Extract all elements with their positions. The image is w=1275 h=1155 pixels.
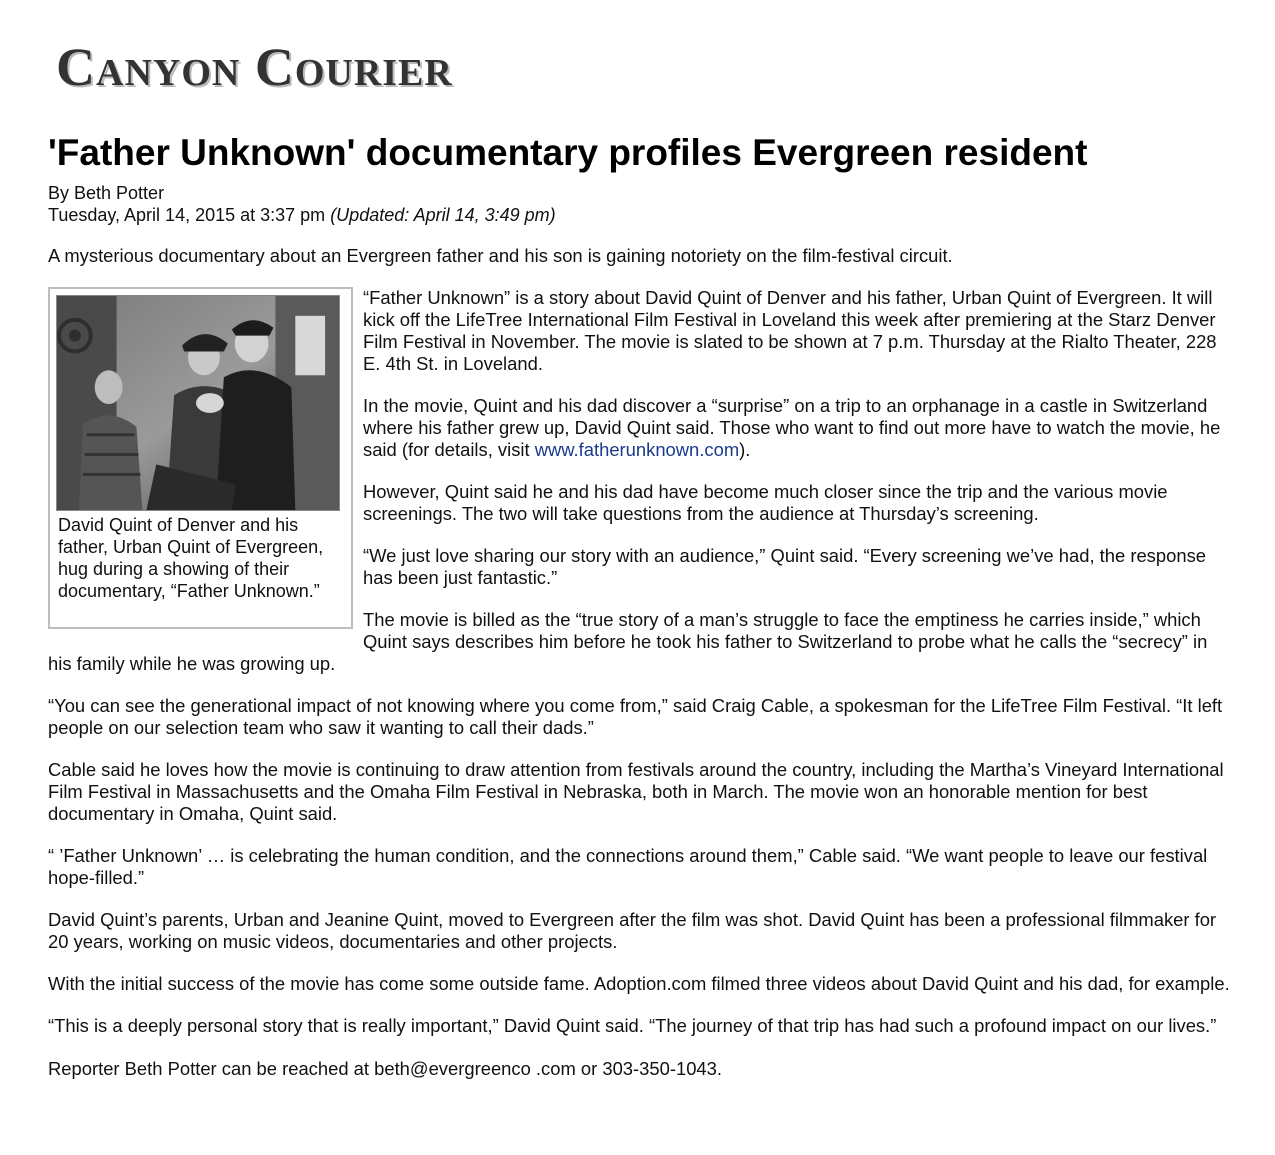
headline: 'Father Unknown' documentary profiles Evergreen resident [48, 132, 1088, 173]
paragraph-text: ). [739, 438, 751, 460]
byline: By Beth Potter [48, 183, 165, 203]
dateline [48, 204, 556, 226]
article-body [48, 245, 1233, 1100]
paragraph: The movie is billed as the “true story of a man’s struggle to face the emptiness he carries inside,” which Quint says describes him before he took his father to Switzerland to probe what he calls the “secrecy” in his family while he was growing up. [48, 609, 1208, 674]
paragraph: “This is a deeply personal story that is really important,” David Quint said. “The journey of that trip has had such a profound impact on our lives.” [48, 1015, 1217, 1037]
website-link[interactable]: www.fatherunknown.com [534, 438, 740, 460]
photo-figure [48, 287, 353, 629]
paragraph: “ ’Father Unknown’ … is celebrating the human condition, and the connections around them,” Cable said. “We want people to leave our festival hope-filled.” [48, 844, 1208, 888]
photo-caption: David Quint of Denver and his father, Urban Quint of Evergreen, hug during a showing of their documentary, “Father Unknown.” [58, 515, 324, 602]
photo-image[interactable] [56, 295, 340, 511]
masthead-logo: Canyon Courier [56, 37, 453, 97]
updated-date: (Updated: April 14, 3:49 pm) [330, 205, 556, 225]
paragraph: However, Quint said he and his dad have become much closer since the trip and the various movie screenings. The two will take questions from the audience at Thursday’s screening. [363, 480, 1168, 524]
paragraph: “You can see the generational impact of not knowing where you come from,” said Craig Cable, a spokesman for the LifeTree Film Festival. “It left people on our selection team who saw it wanting to call their dads.” [48, 694, 1223, 738]
lede-paragraph: A mysterious documentary about an Evergreen father and his son is gaining notoriety on the film-festival circuit. [48, 245, 953, 266]
contact-paragraph: Reporter Beth Potter can be reached at beth@evergreenco .com or 303-350-1043. [48, 1057, 722, 1079]
paragraph: “Father Unknown” is a story about David Quint of Denver and his father, Urban Quint of Evergreen. It will kick off the LifeTree International Film Festival in Loveland this week after premiering at the Starz Denver Film Festival in November. The movie is slated to be shown at 7 p.m. Thursday at the Rialto Theater, 228 E. 4th St. in Loveland. [363, 287, 1217, 374]
published-date: Tuesday, April 14, 2015 at 3:37 pm [48, 205, 326, 225]
paragraph: “We just love sharing our story with an audience,” Quint said. “Every screening we’ve had, the response has been just fantastic.” [363, 544, 1206, 588]
paragraph-text: In the movie, Quint and his dad discover a “surprise” on a trip to an orphanage in a castle in Switzerland where his father grew up, David Quint said. Those who want to find out more have to watch the movie, he said (for details, visit [363, 394, 1221, 460]
paragraph: David Quint’s parents, Urban and Jeanine Quint, moved to Evergreen after the film was shot. David Quint has been a professional filmmaker for 20 years, working on music videos, documentaries and other projects. [48, 909, 1217, 952]
paragraph: Cable said he loves how the movie is continuing to draw attention from festivals around the country, including the Martha’s Vineyard International Film Festival in Massachusetts and the Omaha Film Festival in Nebraska, both in March. The movie won an honorable mention for best documentary in Omaha, Quint said. [48, 759, 1224, 824]
paragraph: With the initial success of the movie has come some outside fame. Adoption.com filmed three videos about David Quint and his dad, for example. [48, 973, 1230, 995]
